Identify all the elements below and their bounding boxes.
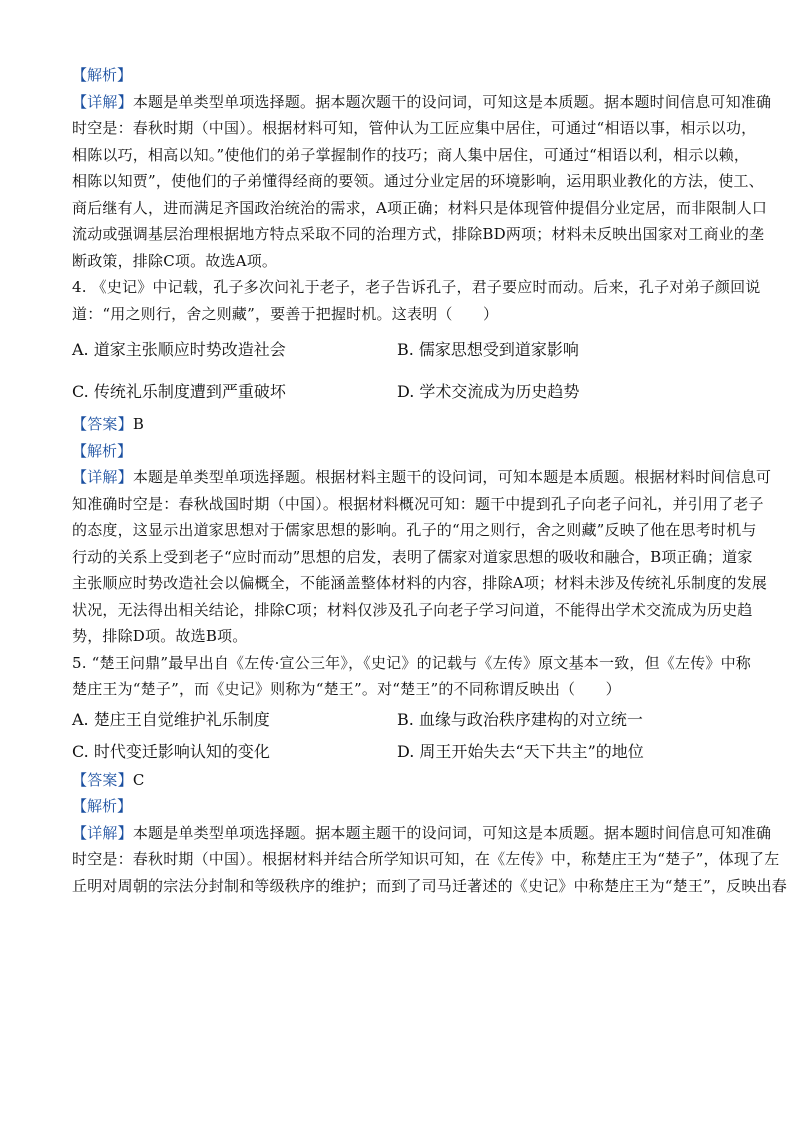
options-row xyxy=(72,369,722,411)
document-page xyxy=(72,62,787,899)
detail-line xyxy=(72,820,772,847)
detail-line: 时空是：春秋时期（中国）。根据材料并结合所学知识可知，在《左传》中，称楚庄王为“楚子”，体现了左 xyxy=(72,850,780,868)
detail-line: 时空是：春秋时期（中国）。根据材料可知，管仲认为工匠应集中居住，可通过“相语以事，相示以功， xyxy=(72,119,757,137)
answer-label: 【答案】 xyxy=(72,415,133,433)
options-row xyxy=(72,327,722,369)
detail-line: 知准确时空是：春秋战国时期（中国）。根据材料概况可知：题干中提到孔子向老子问礼，并引用了老子 xyxy=(72,494,764,513)
detail-line: 商后继有人，进而满足齐国政治统治的需求，A项正确；材料只是体现管仲提倡分业定居，而非限制人口 xyxy=(72,198,768,217)
detail-line: 丘明对周朝的宗法分封制和等级秩序的维护；而到了司马迁著述的《史记》中称楚庄王为“楚王”，反映出春 xyxy=(72,876,787,895)
analysis-heading xyxy=(72,438,722,465)
option-a: A. 楚庄王自觉维护礼乐制度 xyxy=(72,710,270,729)
question-stem: 4. 《史记》中记载，孔子多次问礼于老子，老子告诉孔子，君子要应时而动。后来，孔子对弟子颜回说 xyxy=(72,278,761,296)
answer-line xyxy=(72,767,722,794)
option-b: B. 儒家思想受到道家影响 xyxy=(397,339,579,359)
detail-label: 【详解】 xyxy=(72,823,133,842)
detail-line: 的态度，这显示出道家思想对于儒家思想的影响。孔子的“用之则行，舍之则藏”反映了他在思考时机与 xyxy=(72,521,757,539)
detail-line: 状况，无法得出相关结论，排除C项；材料仅涉及孔子向老子学习问道，不能得出学术交流成为历史趋 xyxy=(72,600,753,619)
option-c: C. 时代变迁影响认知的变化 xyxy=(72,742,270,761)
answer-value: B xyxy=(132,415,145,433)
detail-line: 相陈以巧，相高以知。”使他们的弟子掌握制作的技巧；商人集中居住，可通过“相语以利，相示以赖， xyxy=(72,145,750,164)
detail-line: 流动或强调基层治理根据地方特点采取不同的治理方式，排除BD两项；材料未反映出国家对工商业的垄 xyxy=(72,225,765,243)
detail-line: 势，排除D项。故选B项。 xyxy=(72,627,248,645)
answer-line xyxy=(72,411,722,438)
options-row xyxy=(72,703,722,735)
option-c: C. 传统礼乐制度遭到严重破坏 xyxy=(72,381,286,401)
question-stem: 楚庄王为“楚子”，而《史记》则称为“楚王”。对“楚王”的不同称谓反映出（ ） xyxy=(72,680,621,698)
detail-line: 相陈以知贾”，使他们的子弟懂得经商的要领。通过分业定居的环境影响，运用职业教化的方法，使工、 xyxy=(72,172,764,190)
option-a: A. 道家主张顺应时势改造社会 xyxy=(72,339,286,359)
detail-label: 【详解】 xyxy=(72,92,133,111)
analysis-heading xyxy=(72,793,722,820)
detail-text: 本题是单类型单项选择题。据本题次题干的设问词，可知这是本质题。据本题时间信息可知准确 xyxy=(132,92,772,111)
option-d: D. 学术交流成为历史趋势 xyxy=(397,381,580,401)
option-b: B. 血缘与政治秩序建构的对立统一 xyxy=(397,710,643,729)
answer-label: 【答案】 xyxy=(72,770,133,789)
analysis-label: 【解析】 xyxy=(72,66,133,84)
detail-line: 行动的关系上受到老子“应时而动”思想的启发，表明了儒家对道家思想的吸收和融合，B项正确；道家 xyxy=(72,547,753,566)
options-row xyxy=(72,735,722,767)
analysis-label: 【解析】 xyxy=(72,797,133,815)
analysis-label: 【解析】 xyxy=(72,441,133,460)
question-stem: 道：“用之则行，舍之则藏”，要善于把握时机。这表明（ ） xyxy=(72,304,499,323)
detail-line: 断政策，排除C项。故选A项。 xyxy=(72,251,278,270)
detail-label: 【详解】 xyxy=(72,468,133,486)
option-d: D. 周王开始失去“天下共主”的地位 xyxy=(397,742,644,761)
detail-line xyxy=(72,464,772,491)
detail-line: 主张顺应时势改造社会以偏概全，不能涵盖整体材料的内容，排除A项；材料未涉及传统礼乐制度的发展 xyxy=(72,574,768,592)
detail-text: 本题是单类型单项选择题。根据材料主题干的设问词，可知本题是本质题。根据材料时间信息可 xyxy=(132,468,772,486)
analysis-heading xyxy=(72,62,722,89)
detail-line xyxy=(72,89,772,116)
question-stem: 5. “楚王问鼎”最早出自《左传·宣公三年》，《史记》的记载与《左传》原文基本一致，但《左传》中称 xyxy=(72,653,751,672)
answer-value: C xyxy=(132,770,145,789)
detail-text: 本题是单类型单项选择题。据本题主题干的设问词，可知这是本质题。据本题时间信息可知准确 xyxy=(132,823,772,842)
